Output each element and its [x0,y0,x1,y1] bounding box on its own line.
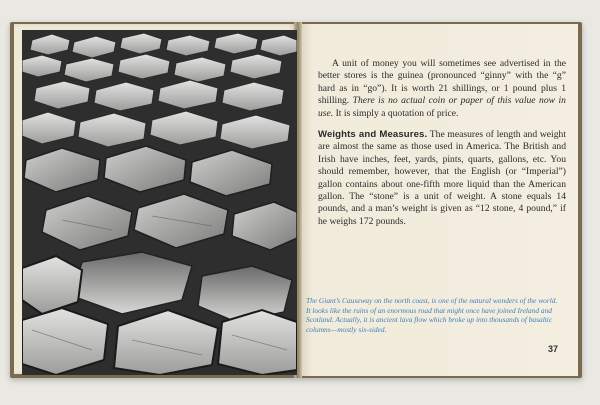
body-text [318,58,566,237]
giants-causeway-photo [22,30,297,375]
paragraph-weights-text: The measures of length and weight are almost the same as those used in America. The British and Irish have inches, feet, yards, pints, quarts, gallons, etc. You should remember, however, that the English (or “Imperial”) gallon contains about one-fifth more liquid than the American gallon. The “stone” is a unit of weight. A stone equals 14 pounds, and a man’s weight is given as “12 stone, 4 pound,” if he weighs 172 pounds. [318,129,566,227]
paragraph-weights [318,129,566,228]
paragraph-guinea-emphasis: There is no actual coin or paper of this value now in use. [318,95,566,119]
page-number: 37 [548,344,559,354]
paragraph-guinea [318,58,566,120]
paragraph-guinea-text: A unit of money you will sometimes see advertised in the better stores is the guinea (pronounced “ginny” with the “g” hard as in “go”). It is worth 21 shillings, or 1 pound plus 1 shilling. [318,58,566,107]
section-heading: Weights and Measures. [318,129,428,141]
photo-caption: The Giant’s Causeway on the north coast, is one of the natural wonders of the world. It looks like the ruins of an enormous road that might once have joined Ireland and Scotland. Actually, it is ancient lava flow which broke up into thousands of basaltic columns—mostly six-sided. [306,296,558,334]
paragraph-guinea-ending: It is simply a quotation of price. [335,107,459,119]
